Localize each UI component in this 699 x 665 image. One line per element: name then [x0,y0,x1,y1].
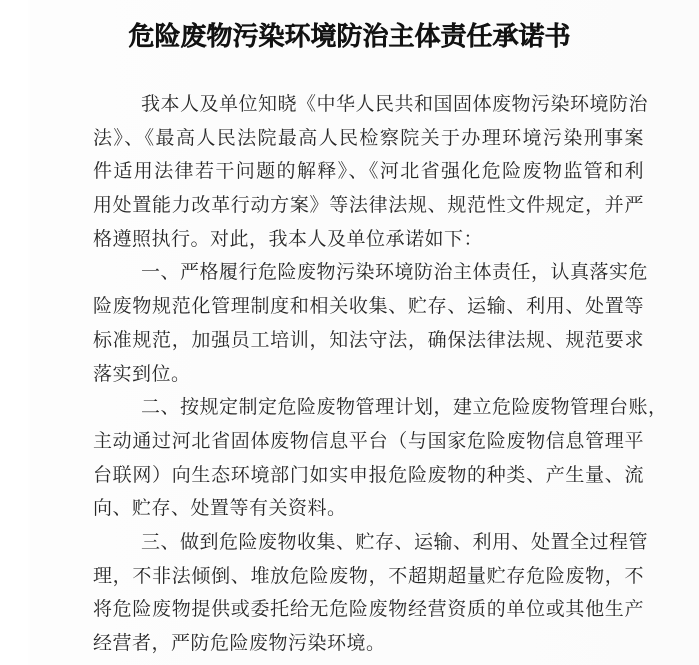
text-line: 主动通过河北省固体废物信息平台（与国家危险废物信息管理平 [93,430,644,452]
text-line: 三、做到危险废物收集、贮存、运输、利用、处置全过程管 [141,531,649,553]
document-body [93,88,668,661]
text-line: 件适用法律若干问题的解释》、《河北省强化危险废物监管和利 [93,161,644,183]
text-line: 格遵照执行。对此，我本人及单位承诺如下： [93,228,484,250]
text-line: 将危险废物提供或委托给无危险废物经营资质的单位或其他生产 [93,599,644,621]
text-line: 险废物规范化管理制度和相关收集、贮存、运输、利用、处置等 [93,296,644,318]
text-line: 一、严格履行危险废物污染环境防治主体责任，认真落实危 [141,262,649,284]
text-line: 落实到位。 [93,363,191,385]
text-line: 向、贮存、处置等有关资料。 [93,498,347,520]
document-title: 危险废物污染环境防治主体责任承诺书 [128,22,571,51]
text-line: 理，不非法倾倒、堆放危险废物，不超期超量贮存危险废物，不 [93,565,644,587]
text-line: 台联网）向生态环境部门如实申报危险废物的种类、产生量、流 [93,464,644,486]
text-line: 法》、《最高人民法院最高人民检察院关于办理环境污染刑事案 [93,127,644,149]
text-line: 用处置能力改革行动方案》等法律法规、规范性文件规定，并严 [93,195,644,217]
text-line: 经营者，严防危险废物污染环境。 [93,633,386,654]
text-line: 二、按规定制定危险废物管理计划，建立危险废物管理台账， [141,397,668,419]
text-line: 我本人及单位知晓《中华人民共和国固体废物污染环境防治 [141,94,649,115]
text-line: 标准规范，加强员工培训，知法守法，确保法律法规、规范要求 [93,329,644,351]
